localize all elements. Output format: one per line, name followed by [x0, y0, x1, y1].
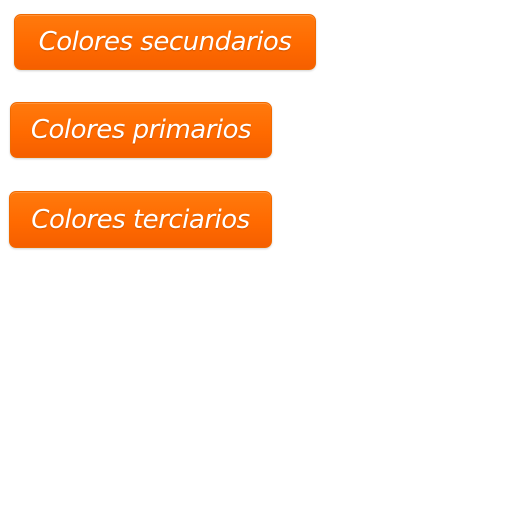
colores-terciarios-button[interactable] — [9, 191, 272, 248]
colores-primarios-label: Colores primarios — [30, 115, 252, 145]
colores-primarios-button[interactable] — [10, 102, 272, 158]
colores-secundarios-label: Colores secundarios — [38, 27, 292, 57]
colores-secundarios-button[interactable] — [14, 14, 316, 70]
colores-terciarios-label: Colores terciarios — [31, 204, 250, 235]
